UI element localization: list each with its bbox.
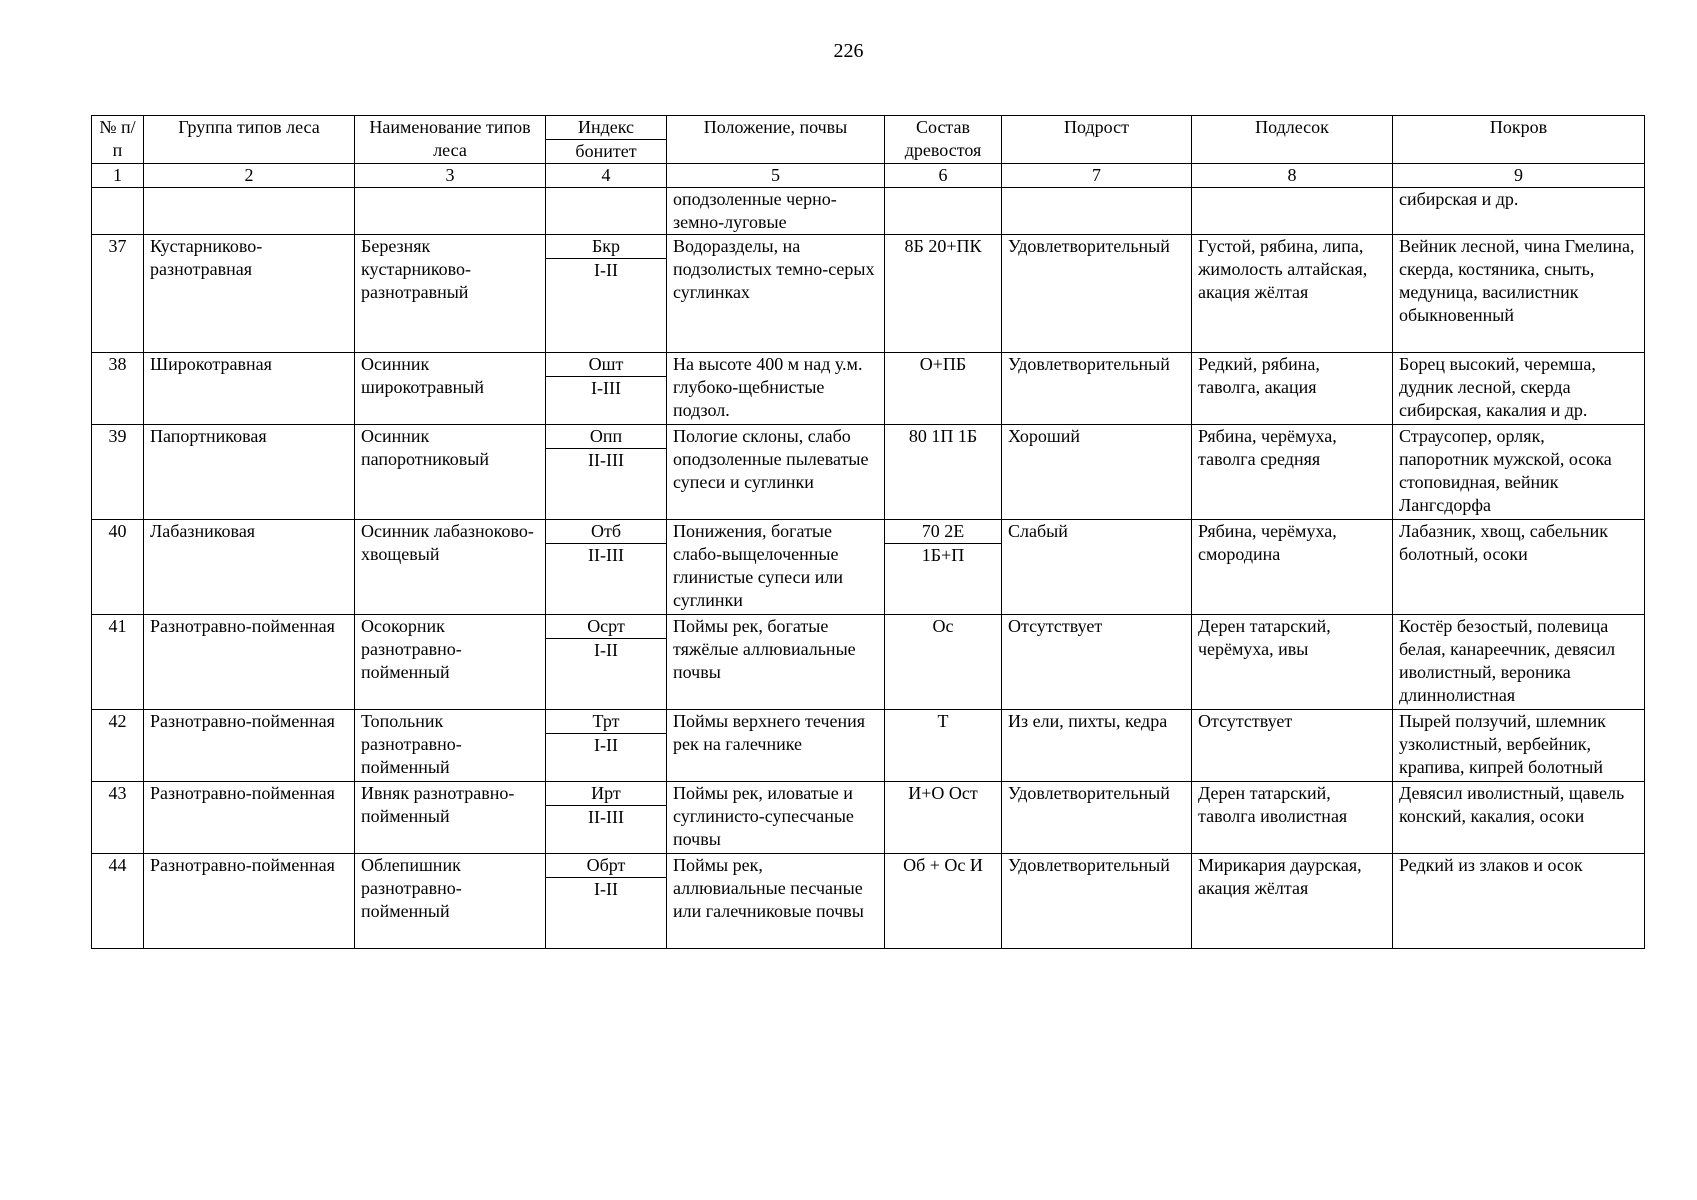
cell-underbrush: Густой, рябина, липа, жимолость алтайская, акация жёлтая <box>1192 235 1393 353</box>
cell-composition: Ос <box>885 615 1002 710</box>
cell-cover: Костёр безостый, полевица белая, канареечник, девясил иволистный, вероника длиннолистная <box>1393 615 1645 710</box>
cell-index: Трт <box>546 710 667 734</box>
column-number: 9 <box>1393 164 1645 188</box>
cell-cover: сибирская и др. <box>1393 188 1645 235</box>
cell-cover: Вейник лесной, чина Гмелина, скерда, костяника, сныть, медуница, василистник обыкновенный <box>1393 235 1645 353</box>
cell-underbrush: Дерен татарский, черёмуха, ивы <box>1192 615 1393 710</box>
cell-num: 42 <box>92 710 144 782</box>
header-name: Наименование типов леса <box>355 116 546 164</box>
cell-name: Осинник папоротниковый <box>355 425 546 520</box>
cell-bonitet: I-II <box>546 734 667 782</box>
cell-num: 39 <box>92 425 144 520</box>
cell-bonitet: I-II <box>546 878 667 949</box>
cell-undergrowth: Отсутствует <box>1002 615 1192 710</box>
table-row <box>92 615 1645 639</box>
cell-undergrowth: Удовлетворительный <box>1002 782 1192 854</box>
cell-group: Разнотравно-пойменная <box>144 854 355 949</box>
cell-index: Обрт <box>546 854 667 878</box>
cell-index <box>546 188 667 235</box>
header-bonitet: бонитет <box>546 140 667 164</box>
cell-name: Березняк кустарниково-разнотравный <box>355 235 546 353</box>
cell-group: Разнотравно-пойменная <box>144 615 355 710</box>
forest-types-table <box>91 115 1645 949</box>
column-number: 3 <box>355 164 546 188</box>
cell-cover: Борец высокий, черемша, дудник лесной, скерда сибирская, какалия и др. <box>1393 353 1645 425</box>
cell-num: 37 <box>92 235 144 353</box>
table-row <box>92 425 1645 449</box>
header-group: Группа типов леса <box>144 116 355 164</box>
cell-group: Широкотравная <box>144 353 355 425</box>
column-number: 8 <box>1192 164 1393 188</box>
column-number: 6 <box>885 164 1002 188</box>
header-num: № п/п <box>92 116 144 164</box>
cell-undergrowth: Хороший <box>1002 425 1192 520</box>
cell-underbrush: Рябина, черёмуха, таволга средняя <box>1192 425 1393 520</box>
column-number: 4 <box>546 164 667 188</box>
cell-underbrush <box>1192 188 1393 235</box>
cell-num: 40 <box>92 520 144 615</box>
cell-num: 41 <box>92 615 144 710</box>
cell-index: Бкр <box>546 235 667 259</box>
cell-undergrowth <box>1002 188 1192 235</box>
cell-name: Осинник лабазноково-хвощевый <box>355 520 546 615</box>
cell-position: На высоте 400 м над у.м. глубоко-щебнистые подзол. <box>667 353 885 425</box>
cell-index: Отб <box>546 520 667 544</box>
cell-position: Пологие склоны, слабо оподзоленные пылеватые супеси и суглинки <box>667 425 885 520</box>
cell-cover: Пырей ползучий, шлемник узколистный, вербейник, крапива, кипрей болотный <box>1393 710 1645 782</box>
column-number: 7 <box>1002 164 1192 188</box>
cell-cover: Редкий из злаков и осок <box>1393 854 1645 949</box>
cell-undergrowth: Удовлетворительный <box>1002 854 1192 949</box>
cell-bonitet: I-II <box>546 639 667 710</box>
header-underbrush: Подлесок <box>1192 116 1393 164</box>
table-row <box>92 782 1645 806</box>
cell-position: Поймы верхнего течения рек на галечнике <box>667 710 885 782</box>
cell-composition: О+ПБ <box>885 353 1002 425</box>
header-position: Положение, почвы <box>667 116 885 164</box>
cell-index: Опп <box>546 425 667 449</box>
table-row <box>92 854 1645 878</box>
cell-name <box>355 188 546 235</box>
cell-name: Осокорник разнотравно-пойменный <box>355 615 546 710</box>
header-undergrowth: Подрост <box>1002 116 1192 164</box>
cell-name: Ивняк разнотравно-пойменный <box>355 782 546 854</box>
cell-name: Осинник широкотравный <box>355 353 546 425</box>
cell-composition-top: 70 2Е <box>885 520 1002 544</box>
table-row <box>92 235 1645 259</box>
cell-composition: Об + Ос И <box>885 854 1002 949</box>
column-number-row <box>92 164 1645 188</box>
table-row <box>92 520 1645 544</box>
cell-name: Топольник разнотравно-пойменный <box>355 710 546 782</box>
cell-composition-bottom: 1Б+П <box>885 544 1002 615</box>
cell-num: 44 <box>92 854 144 949</box>
cell-composition: 80 1П 1Б <box>885 425 1002 520</box>
cell-composition: 8Б 20+ПК <box>885 235 1002 353</box>
cell-cover: Девясил иволистный, щавель конский, какалия, осоки <box>1393 782 1645 854</box>
table-row <box>92 353 1645 377</box>
cell-undergrowth: Удовлетворительный <box>1002 353 1192 425</box>
cell-position: Понижения, богатые слабо-выщелоченные глинистые супеси или суглинки <box>667 520 885 615</box>
column-number: 1 <box>92 164 144 188</box>
cell-index: Ирт <box>546 782 667 806</box>
cell-group: Разнотравно-пойменная <box>144 710 355 782</box>
page-number: 226 <box>833 40 864 62</box>
cell-underbrush: Редкий, рябина, таволга, акация <box>1192 353 1393 425</box>
column-number: 2 <box>144 164 355 188</box>
cell-group: Папортниковая <box>144 425 355 520</box>
cell-position: Поймы рек, аллювиальные песчаные или галечниковые почвы <box>667 854 885 949</box>
header-composition: Состав древостоя <box>885 116 1002 164</box>
cell-composition: Т <box>885 710 1002 782</box>
cell-position: Поймы рек, иловатые и суглинисто-супесчаные почвы <box>667 782 885 854</box>
cell-underbrush: Рябина, черёмуха, смородина <box>1192 520 1393 615</box>
cell-undergrowth: Удовлетворительный <box>1002 235 1192 353</box>
cell-index: Ошт <box>546 353 667 377</box>
cell-position: оподзоленные черно-земно-луговые <box>667 188 885 235</box>
header-index: Индекс <box>546 116 667 140</box>
cell-bonitet: II-III <box>546 449 667 520</box>
cell-position: Водоразделы, на подзолистых темно-серых суглинках <box>667 235 885 353</box>
header-row <box>92 116 1645 140</box>
cell-group: Лабазниковая <box>144 520 355 615</box>
cell-num: 38 <box>92 353 144 425</box>
column-number: 5 <box>667 164 885 188</box>
cell-bonitet: I-II <box>546 259 667 353</box>
cell-undergrowth: Из ели, пихты, кедра <box>1002 710 1192 782</box>
cell-group: Разнотравно-пойменная <box>144 782 355 854</box>
cell-name: Облепишник разнотравно-пойменный <box>355 854 546 949</box>
cell-composition <box>885 188 1002 235</box>
header-cover: Покров <box>1393 116 1645 164</box>
cell-cover: Лабазник, хвощ, сабельник болотный, осоки <box>1393 520 1645 615</box>
cell-group <box>144 188 355 235</box>
cell-underbrush: Мирикария даурская, акация жёлтая <box>1192 854 1393 949</box>
cell-position: Поймы рек, богатые тяжёлые аллювиальные почвы <box>667 615 885 710</box>
cell-underbrush: Дерен татарский, таволга иволистная <box>1192 782 1393 854</box>
cell-composition: И+О Ост <box>885 782 1002 854</box>
cell-group: Кустарниково-разнотравная <box>144 235 355 353</box>
cell-undergrowth: Слабый <box>1002 520 1192 615</box>
cell-bonitet: II-III <box>546 806 667 854</box>
cell-index: Осрт <box>546 615 667 639</box>
cell-underbrush: Отсутствует <box>1192 710 1393 782</box>
cell-bonitet: I-III <box>546 377 667 425</box>
cell-num <box>92 188 144 235</box>
cell-bonitet: II-III <box>546 544 667 615</box>
cell-cover: Страусопер, орляк, папоротник мужской, осока стоповидная, вейник Лангсдорфа <box>1393 425 1645 520</box>
table-row <box>92 710 1645 734</box>
continuation-row <box>92 188 1645 235</box>
cell-num: 43 <box>92 782 144 854</box>
